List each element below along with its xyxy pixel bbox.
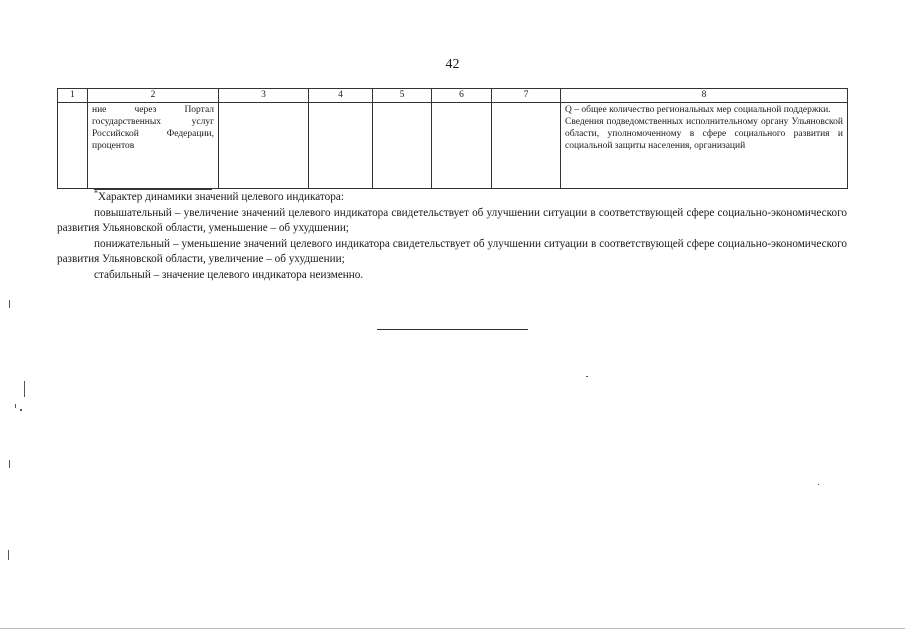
footnote-decreasing: понижательный – уменьшение значений целевого индикатора свидетельствует об улучшении ситуации в соответствующей сфере социально-экономического развития Ульяновской области, увеличение – об ухудшении;	[57, 237, 847, 266]
footnote-stable: стабильный – значение целевого индикатора неизменно.	[94, 268, 364, 281]
cell-col6	[432, 103, 492, 189]
footnote-increasing: повышательный – увеличение значений целевого индикатора свидетельствует об улучшении ситуации в соответствующей сфере социально-экономического развития Ульяновской области, уменьшение – об ухудшении;	[57, 206, 847, 235]
table-header-row	[58, 89, 848, 103]
column-header: 4	[309, 89, 373, 103]
scan-mark	[20, 409, 22, 411]
cell-col5	[373, 103, 432, 189]
column-header: 2	[88, 89, 219, 103]
end-separator	[377, 329, 528, 330]
footnote-marker: *	[94, 188, 98, 198]
cell-col3	[219, 103, 309, 189]
cell-method-description	[561, 103, 848, 189]
scan-mark	[15, 404, 16, 408]
cell-col4	[309, 103, 373, 189]
method-source-note: Сведения подведомственных исполнительному органу Ульяновской области, уполномоченному в сфере социального развития и социальной защиты населения, организаций	[565, 117, 843, 151]
cell-col7	[492, 103, 561, 189]
scan-mark	[0, 628, 905, 629]
column-header: 1	[58, 89, 88, 103]
page-number: 42	[445, 57, 460, 72]
scan-mark	[818, 484, 819, 485]
footnote-block	[57, 190, 847, 284]
footnote-title: *Характер динамики значений целевого индикатора:	[94, 188, 344, 203]
scan-mark	[586, 376, 588, 377]
cell-indicator-name: ние через Портал государственных услуг Российской Федерации, процентов	[88, 103, 219, 189]
cell-col1	[58, 103, 88, 189]
column-header: 5	[373, 89, 432, 103]
column-header: 3	[219, 89, 309, 103]
scan-mark	[8, 550, 9, 560]
table-row	[58, 103, 848, 189]
column-header: 8	[561, 89, 848, 103]
scan-mark	[9, 300, 10, 308]
column-header: 6	[432, 89, 492, 103]
method-formula-note: Q – общее количество региональных мер социальной поддержки.	[565, 105, 831, 115]
column-header: 7	[492, 89, 561, 103]
indicator-table	[57, 88, 848, 189]
scan-mark	[24, 381, 25, 397]
scan-mark	[9, 460, 10, 468]
